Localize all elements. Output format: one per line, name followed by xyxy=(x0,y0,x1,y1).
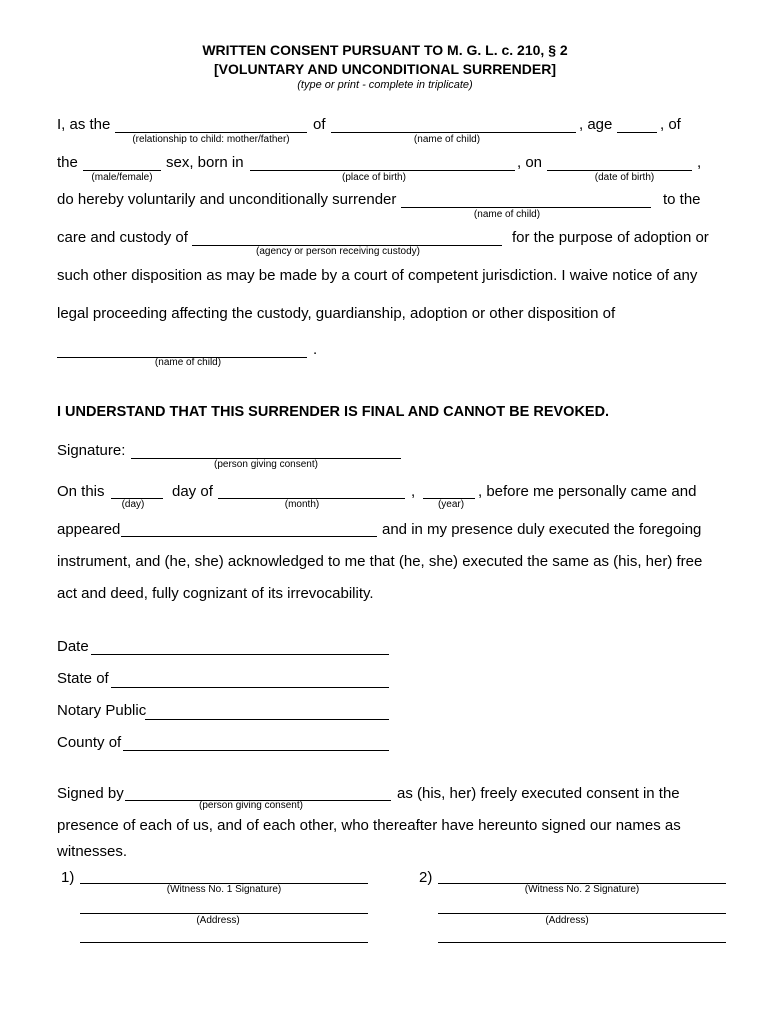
form-subtitle: (type or print - complete in triplicate) xyxy=(297,79,473,91)
caption-witness-2-signature: (Witness No. 2 Signature) xyxy=(524,884,640,895)
text-freely-executed: as (his, her) freely executed consent in the xyxy=(397,785,680,802)
caption-relationship: (relationship to child: mother/father) xyxy=(132,134,290,145)
caption-person-giving-consent: (person giving consent) xyxy=(214,459,318,470)
caption-name-of-child: (name of child) xyxy=(413,134,481,145)
text-sex-born-in: sex, born in xyxy=(166,154,244,171)
witness-1-number: 1) xyxy=(61,869,75,886)
text-signed-by: Signed by xyxy=(57,785,124,802)
label-state: State of xyxy=(57,670,109,687)
date-of-birth-field[interactable] xyxy=(547,170,692,171)
caption-year: (year) xyxy=(437,499,465,510)
label-date: Date xyxy=(57,638,89,655)
form-title-line2: [VOLUNTARY AND UNCONDITIONAL SURRENDER] xyxy=(214,61,556,77)
witness-2-address-line-2[interactable] xyxy=(438,942,726,943)
caption-agency: (agency or person receiving custody) xyxy=(256,246,420,257)
caption-witness-1-address: (Address) xyxy=(196,915,240,926)
text-signature: Signature: xyxy=(57,442,126,459)
caption-person-giving-consent-2: (person giving consent) xyxy=(199,800,303,811)
text-on-this: On this xyxy=(57,483,105,500)
text-instrument: instrument, and (he, she) acknowledged to me that (he, she) executed the same as (his, her) free xyxy=(57,553,703,570)
text-on: , on xyxy=(517,154,543,171)
caption-name-of-child-2: (name of child) xyxy=(473,209,541,220)
text-in-presence: and in my presence duly executed the foregoing xyxy=(382,521,702,538)
witness-2-address-field[interactable] xyxy=(438,913,726,914)
caption-month: (month) xyxy=(284,499,320,510)
age-field[interactable] xyxy=(617,132,657,133)
sex-field[interactable] xyxy=(83,170,161,171)
place-of-birth-field[interactable] xyxy=(250,170,515,171)
text-comma: , xyxy=(697,154,702,171)
text-presence: presence of each of us, and of each other, who thereafter have hereunto signed our names as xyxy=(57,817,681,834)
witness-1-address-line-2[interactable] xyxy=(80,942,368,943)
witness-2-number: 2) xyxy=(419,869,433,886)
text-the: the xyxy=(57,154,78,171)
text-age: , age xyxy=(579,116,613,133)
label-county: County of xyxy=(57,734,122,751)
text-period: . xyxy=(313,341,318,358)
appeared-name-field[interactable] xyxy=(121,536,377,537)
text-witnesses: witnesses. xyxy=(57,843,128,860)
caption-witness-2-address: (Address) xyxy=(545,915,589,926)
state-field[interactable] xyxy=(111,687,389,688)
caption-date-of-birth: (date of birth) xyxy=(594,172,655,183)
text-of-2: , of xyxy=(660,116,681,133)
text-i-as-the: I, as the xyxy=(57,116,111,133)
text-to-the: to the xyxy=(663,191,701,208)
relationship-field[interactable] xyxy=(115,132,307,133)
text-day-of: day of xyxy=(172,483,213,500)
caption-witness-1-signature: (Witness No. 1 Signature) xyxy=(166,884,282,895)
text-appeared: appeared xyxy=(57,521,121,538)
text-comma-2: , xyxy=(411,483,416,500)
text-purpose: for the purpose of adoption or xyxy=(512,229,709,246)
county-field[interactable] xyxy=(123,750,389,751)
text-such-other: such other disposition as may be made by a court of competent jurisdiction. I waive notice of any xyxy=(57,267,698,284)
caption-place-of-birth: (place of birth) xyxy=(342,172,406,183)
text-legal-proceeding: legal proceeding affecting the custody, guardianship, adoption or other disposition of xyxy=(57,305,616,322)
witness-1-address-field[interactable] xyxy=(80,913,368,914)
surrendered-child-name-field[interactable] xyxy=(401,207,651,208)
label-notary-public: Notary Public xyxy=(57,702,147,719)
final-notice: I UNDERSTAND THAT THIS SURRENDER IS FINAL AND CANNOT BE REVOKED. xyxy=(57,404,610,420)
text-before-me: , before me personally came and xyxy=(478,483,697,500)
date-field[interactable] xyxy=(91,654,389,655)
notary-public-field[interactable] xyxy=(145,719,389,720)
child-name-field[interactable] xyxy=(331,132,576,133)
text-surrender: do hereby voluntarily and unconditionally surrender xyxy=(57,191,397,208)
caption-male-female: (male/female) xyxy=(91,172,153,183)
caption-name-of-child-3: (name of child) xyxy=(154,357,222,368)
text-care-custody: care and custody of xyxy=(57,229,188,246)
text-act-and-deed: act and deed, fully cognizant of its irrevocability. xyxy=(57,585,374,602)
caption-day: (day) xyxy=(121,499,145,510)
form-title-line1: WRITTEN CONSENT PURSUANT TO M. G. L. c. 210, § 2 xyxy=(202,42,568,58)
text-of: of xyxy=(313,116,326,133)
